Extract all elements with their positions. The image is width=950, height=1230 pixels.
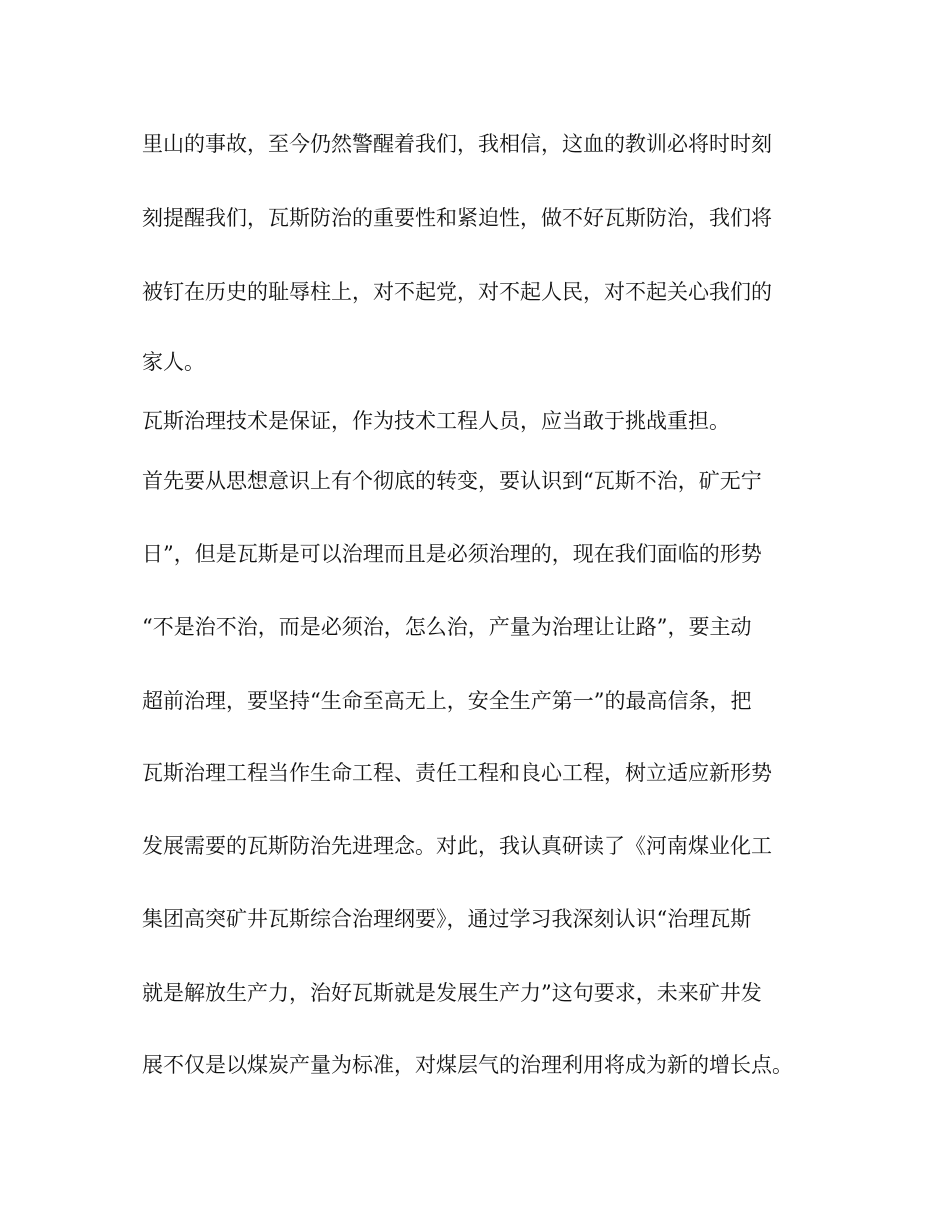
paragraph-1-line-4: 家人。 [142,350,205,374]
paragraph-3-line-2: 日”，但是瓦斯是可以治理而且是必须治理的，现在我们面临的形势 [142,542,762,566]
paragraph-3-line-9: 展不仅是以煤炭产量为标准，对煤层气的治理利用将成为新的增长点。 [142,1053,793,1077]
paragraph-1-line-1: 里山的事故，至今仍然警醒着我们，我相信，这血的教训必将时时刻 [142,132,772,156]
paragraph-3-line-1: 首先要从思想意识上有个彻底的转变，要认识到“瓦斯不治，矿无宁 [142,469,762,493]
paragraph-3-line-7: 集团高突矿井瓦斯综合治理纲要》，通过学习我深刻认识“治理瓦斯 [142,907,752,931]
paragraph-3-line-3: “不是治不治，而是必须治，怎么治，产量为治理让让路”，要主动 [142,615,752,639]
paragraph-3-line-6: 发展需要的瓦斯防治先进理念。对此，我认真研读了《河南煤业化工 [142,834,772,858]
paragraph-2-line-1: 瓦斯治理技术是保证，作为技术工程人员，应当敢于挑战重担。 [142,409,730,433]
paragraph-3-line-4: 超前治理，要坚持“生命至高无上，安全生产第一”的最高信条，把 [142,689,752,713]
paragraph-3-line-5: 瓦斯治理工程当作生命工程、责任工程和良心工程，树立适应新形势 [142,761,772,785]
paragraph-1-line-2: 刻提醒我们，瓦斯防治的重要性和紧迫性，做不好瓦斯防治，我们将 [142,206,772,230]
paragraph-3-line-8: 就是解放生产力，治好瓦斯就是发展生产力”这句要求，未来矿井发 [142,981,762,1005]
paragraph-1-line-3: 被钉在历史的耻辱柱上，对不起党，对不起人民，对不起关心我们的 [142,280,772,304]
